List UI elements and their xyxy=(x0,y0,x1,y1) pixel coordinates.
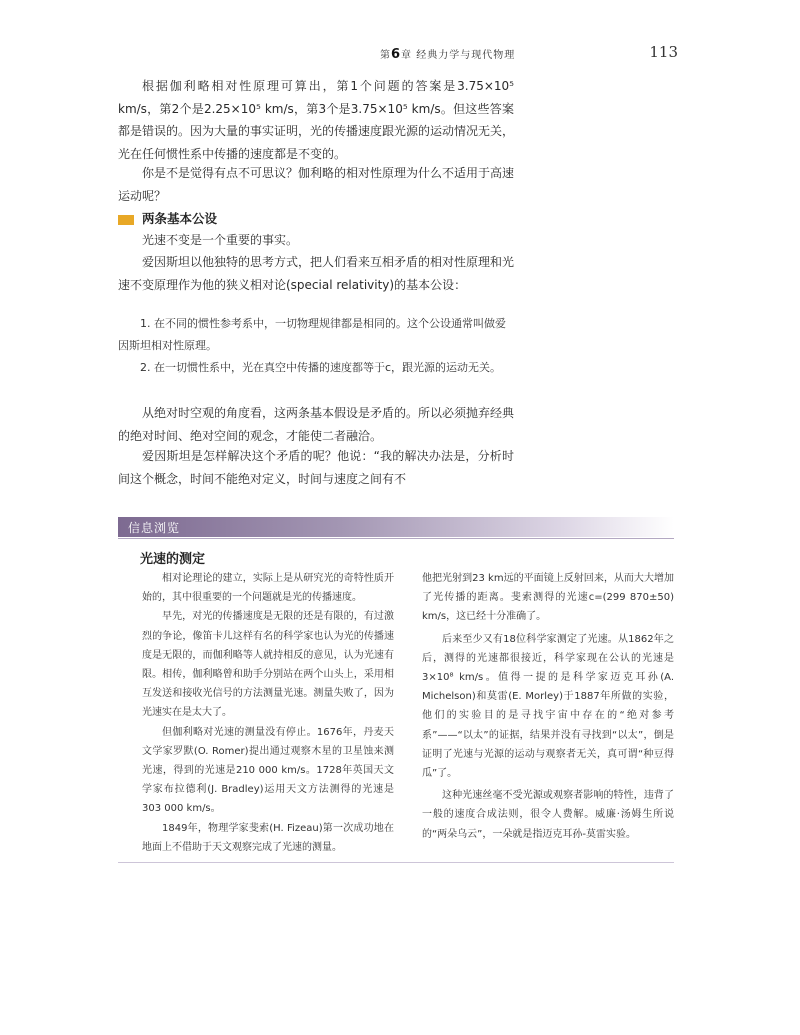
info-paragraph: 早先，对光的传播速度是无限的还是有限的，有过激烈的争论，像笛卡儿这样有名的科学家也认为光的传播速度是无限的，而伽利略等人就持相反的意见，认为光速有限。相传，伽利略曾和助手分别站在两个山头上，采用相互发送和接收光信号的方法测量光速。测量失败了，因为光速实在是太大了。 xyxy=(142,611,394,719)
section-paragraph-3: 从绝对时空观的角度看，这两条基本假设是矛盾的。所以必须抛弃经典的绝对时间、绝对空间的观念，才能使二者融洽。 xyxy=(118,406,515,443)
page-header xyxy=(380,43,680,63)
intro-paragraph-1: 根据伽利略相对性原理可算出，第1个问题的答案是3.75×10⁵ km/s，第2个是2.25×10⁵ km/s，第3个是3.75×10⁵ km/s。但这些答案都是错误的。因为大量的事实证明，光的传播速度跟光源的运动情况无关，光在任何惯性系中传播的速度都是不变的。 xyxy=(118,79,515,161)
section-paragraph-4: 爱因斯坦是怎样解决这个矛盾的呢？他说：“我的解决办法是，分析时间这个概念，时间不能绝对定义，时间与速度之间有不 xyxy=(118,449,514,486)
info-paragraph: 后来至少又有18位科学家测定了光速。从1862年之后，测得的光速都很接近，科学家现在公认的光速是3×10⁸ km/s。值得一提的是科学家迈克耳孙(A. Michelson)和莫雷(E. Morley)于1887年所做的实验，他们的实验目的是寻找宇宙中存在的“绝对参考系”——“以太”的证据，结果并没有寻找到“以太”，倒是证明了光速与光源的运动与观察者无关，真可谓“种豆得瓜”了。 xyxy=(422,633,674,780)
page-number: 113 xyxy=(649,43,678,61)
section-paragraph-2: 爱因斯坦以他独特的思考方式，把人们看来互相矛盾的相对性原理和光速不变原理作为他的狭义相对论(special relativity)的基本公设： xyxy=(118,255,515,292)
info-paragraph-continued: 他把光射到23 km远的平面镜上反射回来，从而大大增加了光传播的距离。斐索测得的光速c=(299 870±50) km/s，这已经十分准确了。 xyxy=(422,573,674,623)
postulate-2: 2. 在一切惯性系中，光在真空中传播的速度都等于c，跟光源的运动无关。 xyxy=(140,361,502,374)
postulate-1: 1. 在不同的惯性参考系中，一切物理规律都是相同的。这个公设通常叫做爱因斯坦相对性原理。 xyxy=(118,317,506,352)
info-paragraph: 这种光速丝毫不受光源或观察者影响的特性，违背了一般的速度合成法则，很令人费解。威廉·汤姆生所说的“两朵乌云”，一朵就是指迈克耳孙-莫雷实验。 xyxy=(422,790,674,840)
banner-divider xyxy=(118,538,674,539)
info-banner xyxy=(118,517,674,537)
info-column-right xyxy=(422,569,674,844)
section-marker-icon xyxy=(118,215,134,225)
section-heading xyxy=(118,209,217,227)
info-banner-label: 信息浏览 xyxy=(128,521,181,535)
info-paragraph: 但伽利略对光速的测量没有停止。1676年，丹麦天文学家罗默(O. Romer)提出通过观察木星的卫星蚀来测光速，得到的光速是210 000 km/s。1728年英国天文学家布拉德利(J. Bradley)运用天文方法测得的光速是303 000 km/s。 xyxy=(142,726,394,815)
intro-paragraph-2: 你是不是觉得有点不可思议？伽利略的相对性原理为什么不适用于高速运动呢？ xyxy=(118,166,515,203)
postulate-list xyxy=(118,313,514,379)
section-heading-text: 两条基本公设 xyxy=(142,211,218,226)
info-paragraph: 相对论理论的建立，实际上是从研究光的奇特性质开始的，其中很重要的一个问题就是光的传播速度。 xyxy=(142,573,394,604)
chapter-title: 章 经典力学与现代物理 xyxy=(401,50,516,61)
info-box-bottom-divider xyxy=(118,862,674,863)
section-paragraph-1: 光速不变是一个重要的事实。 xyxy=(142,233,299,247)
chapter-label: 第6章 经典力学与现代物理 xyxy=(380,47,516,62)
info-column-left xyxy=(142,569,394,857)
info-paragraph: 1849年，物理学家斐索(H. Fizeau)第一次成功地在地面上不借助于天文观察完成了光速的测量。 xyxy=(142,822,394,853)
chapter-number: 6 xyxy=(391,47,402,62)
info-box-title: 光速的测定 xyxy=(140,552,206,567)
